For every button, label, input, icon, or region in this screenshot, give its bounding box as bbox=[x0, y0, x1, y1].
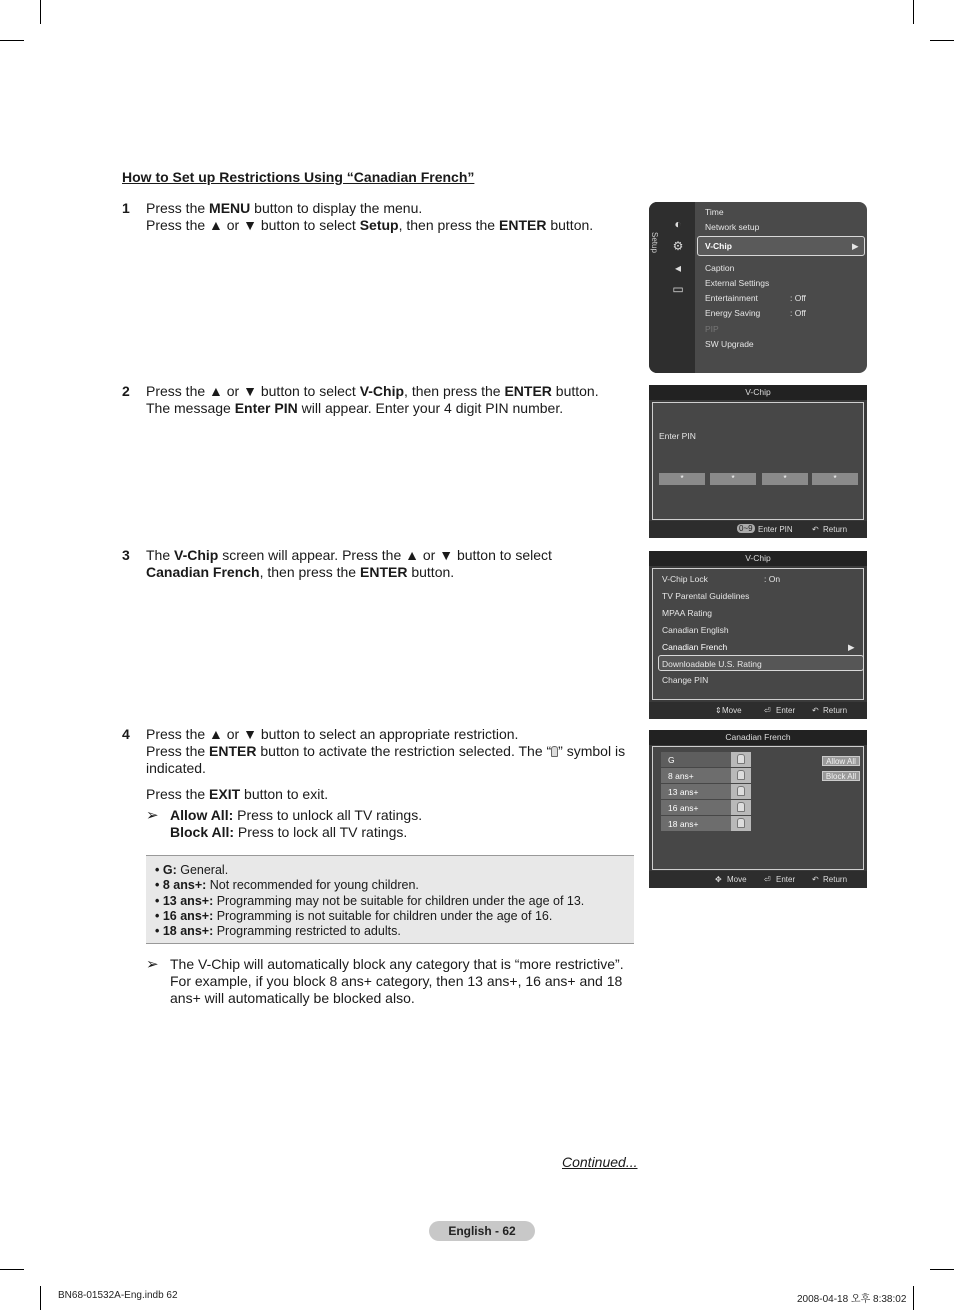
rating-row-16[interactable]: 16 ans+ bbox=[661, 800, 751, 815]
step-line: The V-Chip screen will appear. Press the ▲ or ▼ button to select Canadian French, then press the ENTER button. bbox=[146, 547, 552, 580]
step-number: 2 bbox=[122, 383, 130, 399]
move-icon: ⇕ bbox=[715, 706, 722, 715]
rating-row-18[interactable]: 18 ans+ bbox=[661, 816, 751, 831]
step-line: Press the ENTER button to activate the restriction selected. The “ ” symbol is indicated. bbox=[146, 743, 626, 776]
setup-item-pip: PIP bbox=[705, 324, 719, 334]
vchip-item-canadian-english[interactable]: Canadian English bbox=[662, 625, 729, 635]
continued-text: Continued... bbox=[562, 1154, 638, 1170]
step-number: 1 bbox=[122, 200, 130, 216]
enter-icon: ⏎ bbox=[764, 875, 771, 884]
footer-left: BN68-01532A-Eng.indb 62 bbox=[58, 1290, 178, 1301]
lock-icon[interactable] bbox=[731, 816, 751, 831]
vchip-menu-screen bbox=[649, 551, 867, 719]
vchip-item-change-pin[interactable]: Change PIN bbox=[662, 675, 709, 685]
step-2 bbox=[122, 383, 632, 417]
entertainment-value: : Off bbox=[790, 293, 806, 303]
enter-hint: Enter bbox=[776, 875, 796, 884]
cf-panel bbox=[652, 746, 864, 870]
setup-menu-screen bbox=[649, 202, 867, 373]
arrow-icon: ➢ bbox=[146, 807, 159, 824]
step-number: 4 bbox=[122, 726, 130, 742]
pin-digit-1[interactable]: * bbox=[659, 473, 705, 485]
picture-icon: ◐ bbox=[674, 217, 682, 231]
rating-desc: • 18 ans+: Programming restricted to adults. bbox=[155, 924, 401, 939]
vchip-item-tv-parental[interactable]: TV Parental Guidelines bbox=[662, 591, 750, 601]
setup-item-vchip[interactable]: V-Chip bbox=[705, 241, 732, 251]
lock-icon[interactable] bbox=[731, 800, 751, 815]
number-keys-icon: 0~9 bbox=[739, 524, 753, 533]
setup-item-entertainment[interactable]: Entertainment bbox=[705, 293, 758, 303]
lock-icon[interactable] bbox=[731, 768, 751, 783]
canadian-french-screen bbox=[649, 730, 867, 888]
setup-item-energy[interactable]: Energy Saving bbox=[705, 308, 761, 318]
vchip-item-lock[interactable]: V-Chip Lock bbox=[662, 574, 708, 584]
auto-block-note: ➢ The V-Chip will automatically block any category that is “more restrictive”. For example, if you block 8 ans+ category, then 13 ans+, 16 ans+ and 18 ans+ will automatically be blocked also. bbox=[146, 956, 624, 1006]
rating-row-13[interactable]: 13 ans+ bbox=[661, 784, 751, 799]
pin-panel bbox=[652, 402, 864, 520]
vchip-panel bbox=[652, 568, 864, 700]
move-hint: Move bbox=[722, 706, 742, 715]
return-icon: ↶ bbox=[812, 875, 819, 884]
arrow-icon: ➢ bbox=[146, 956, 159, 973]
step-number: 3 bbox=[122, 547, 130, 563]
crop-mark bbox=[0, 40, 24, 41]
hint-bar bbox=[649, 871, 867, 888]
section-heading: How to Set up Restrictions Using “Canadian French” bbox=[122, 169, 475, 185]
selection-arrow-icon: ▶ bbox=[848, 642, 855, 652]
allow-block-note: ➢ Allow All: Press to unlock all TV ratings. Block All: Press to lock all TV ratings. bbox=[146, 807, 423, 840]
setup-item-network[interactable]: Network setup bbox=[705, 222, 760, 232]
step-1 bbox=[122, 200, 632, 234]
gear-icon: ⚙ bbox=[672, 239, 684, 253]
ratings-info-box bbox=[146, 855, 634, 944]
pin-digit-2[interactable]: * bbox=[710, 473, 756, 485]
rating-row-g[interactable]: G bbox=[661, 752, 751, 767]
crop-mark bbox=[930, 1269, 954, 1270]
rating-desc: • 16 ans+: Programming is not suitable for children under the age of 16. bbox=[155, 908, 553, 923]
page-number-badge: English - 62 bbox=[429, 1221, 535, 1241]
setup-sidebar bbox=[649, 202, 695, 373]
return-icon: ↶ bbox=[812, 525, 819, 534]
setup-item-sw-upgrade[interactable]: SW Upgrade bbox=[705, 339, 754, 349]
setup-item-caption[interactable]: Caption bbox=[705, 263, 735, 273]
selection-arrow-icon: ▶ bbox=[852, 241, 859, 251]
crop-mark bbox=[40, 0, 41, 24]
enter-hint: Enter bbox=[776, 706, 796, 715]
screen-title: V-Chip bbox=[649, 551, 867, 566]
input-icon: ◂ bbox=[674, 261, 682, 275]
lock-icon[interactable] bbox=[731, 784, 751, 799]
rating-desc: • 13 ans+: Programming may not be suitable for children under the age of 13. bbox=[155, 893, 585, 908]
crop-mark bbox=[930, 40, 954, 41]
rating-row-8[interactable]: 8 ans+ bbox=[661, 768, 751, 783]
enter-pin-hint: Enter PIN bbox=[758, 525, 793, 534]
pin-digit-3[interactable]: * bbox=[762, 473, 808, 485]
screen-title: Canadian French bbox=[649, 730, 867, 745]
step-line: Press the ▲ or ▼ button to select an appropriate restriction. bbox=[146, 726, 519, 742]
crop-mark bbox=[0, 1269, 24, 1270]
crop-mark bbox=[40, 1286, 41, 1310]
screen-title: V-Chip bbox=[649, 385, 867, 400]
step-line: Press the ▲ or ▼ button to select Setup, then press the ENTER button. bbox=[146, 217, 594, 233]
step-3 bbox=[122, 547, 632, 581]
enter-icon: ⏎ bbox=[764, 706, 771, 715]
step-4 bbox=[122, 726, 632, 841]
step-line: Press the MENU button to display the menu. bbox=[146, 200, 423, 216]
footer-right: 2008-04-18 오후 8:38:02 bbox=[797, 1294, 907, 1305]
vchip-lock-value: : On bbox=[764, 574, 781, 584]
return-hint: Return bbox=[823, 875, 848, 884]
move-icon: ✥ bbox=[715, 875, 722, 884]
return-hint: Return bbox=[823, 706, 848, 715]
block-all-button[interactable]: Block All bbox=[822, 771, 860, 781]
crop-mark bbox=[913, 0, 914, 24]
vchip-item-canadian-french[interactable]: Canadian French bbox=[662, 642, 728, 652]
vchip-item-downloadable[interactable]: Downloadable U.S. Rating bbox=[662, 659, 762, 669]
step-line: Press the ▲ or ▼ button to select V-Chip, then press the ENTER button. bbox=[146, 383, 599, 399]
enter-pin-label: Enter PIN bbox=[659, 431, 696, 441]
setup-item-time[interactable]: Time bbox=[705, 207, 724, 217]
hint-bar bbox=[649, 702, 867, 719]
vchip-item-mpaa[interactable]: MPAA Rating bbox=[662, 608, 712, 618]
return-icon: ↶ bbox=[812, 706, 819, 715]
allow-all-button[interactable]: Allow All bbox=[822, 756, 860, 766]
move-hint: Move bbox=[727, 875, 747, 884]
return-hint: Return bbox=[823, 525, 848, 534]
rating-desc: • G: General. bbox=[155, 863, 229, 877]
rating-desc: • 8 ans+: Not recommended for young children. bbox=[155, 878, 419, 893]
pin-digit-4[interactable]: * bbox=[812, 473, 858, 485]
step-line: The message Enter PIN will appear. Enter your 4 digit PIN number. bbox=[146, 400, 564, 416]
support-icon: ▭ bbox=[672, 282, 684, 296]
setup-side-label: Setup bbox=[650, 232, 659, 253]
hint-bar bbox=[649, 521, 867, 538]
crop-mark bbox=[913, 1286, 914, 1310]
lock-icon[interactable] bbox=[731, 752, 751, 767]
setup-item-external[interactable]: External Settings bbox=[705, 278, 770, 288]
energy-value: : Off bbox=[790, 308, 806, 318]
enter-pin-screen bbox=[649, 385, 867, 538]
step-line: Press the EXIT button to exit. bbox=[146, 786, 329, 802]
